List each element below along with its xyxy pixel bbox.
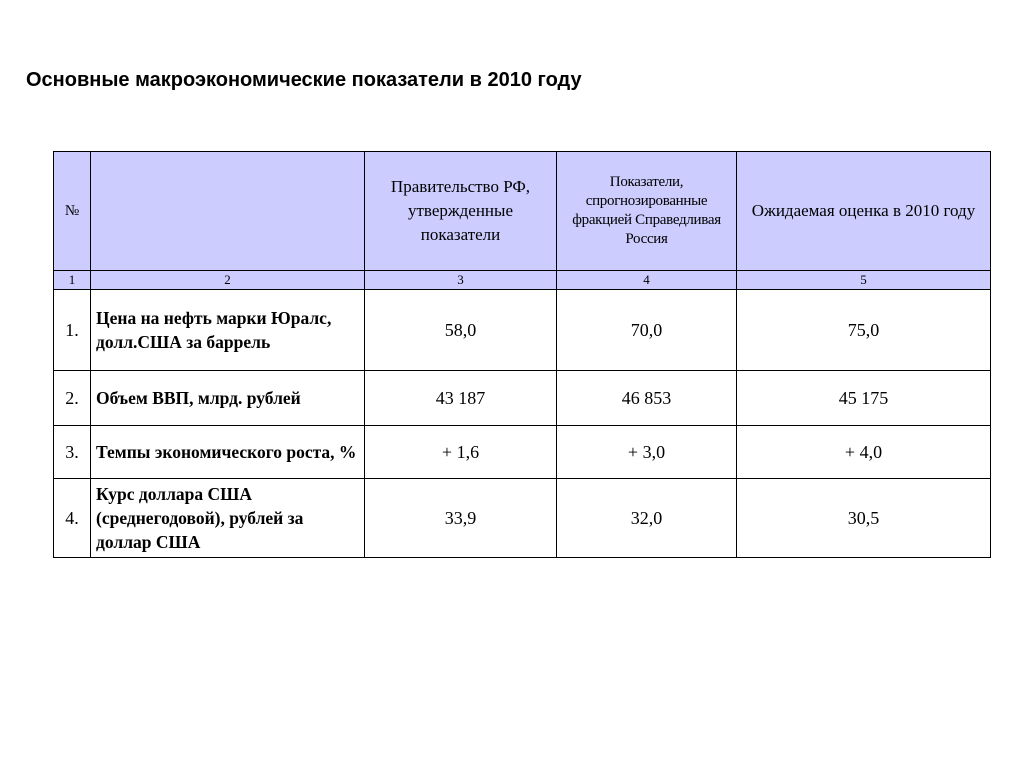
fair-russia-value: 32,0 (557, 479, 737, 558)
row-number: 4. (54, 479, 91, 558)
column-number: 5 (737, 271, 991, 290)
column-number: 2 (91, 271, 365, 290)
indicator-name: Темпы экономического роста, % (91, 426, 365, 479)
table-row (54, 290, 991, 371)
fair-russia-value: 70,0 (557, 290, 737, 371)
expected-value: 45 175 (737, 371, 991, 426)
table-row (54, 371, 991, 426)
row-number: 1. (54, 290, 91, 371)
header-government: Правительство РФ, утвержденные показатели (365, 152, 557, 271)
column-number: 4 (557, 271, 737, 290)
column-number: 1 (54, 271, 91, 290)
fair-russia-value: + 3,0 (557, 426, 737, 479)
header-expected-estimate: Ожидаемая оценка в 2010 году (737, 152, 991, 271)
header-number: № (54, 152, 91, 271)
page-title: Основные макроэкономические показатели в 2010 году (26, 69, 582, 91)
table-header-row (54, 152, 991, 271)
indicator-name: Объем ВВП, млрд. рублей (91, 371, 365, 426)
row-number: 2. (54, 371, 91, 426)
column-number-row (54, 271, 991, 290)
table-row (54, 426, 991, 479)
header-fair-russia: Показатели, спрогнозированные фракцией Справедливая Россия (557, 152, 737, 271)
expected-value: 30,5 (737, 479, 991, 558)
column-number: 3 (365, 271, 557, 290)
fair-russia-value: 46 853 (557, 371, 737, 426)
expected-value: + 4,0 (737, 426, 991, 479)
indicators-table (53, 151, 991, 558)
expected-value: 75,0 (737, 290, 991, 371)
header-indicator (91, 152, 365, 271)
government-value: 58,0 (365, 290, 557, 371)
row-number: 3. (54, 426, 91, 479)
government-value: 33,9 (365, 479, 557, 558)
government-value: 43 187 (365, 371, 557, 426)
indicator-name: Курс доллара США (среднегодовой), рублей за доллар США (91, 479, 365, 558)
government-value: + 1,6 (365, 426, 557, 479)
table-row (54, 479, 991, 558)
indicator-name: Цена на нефть марки Юралс, долл.США за баррель (91, 290, 365, 371)
